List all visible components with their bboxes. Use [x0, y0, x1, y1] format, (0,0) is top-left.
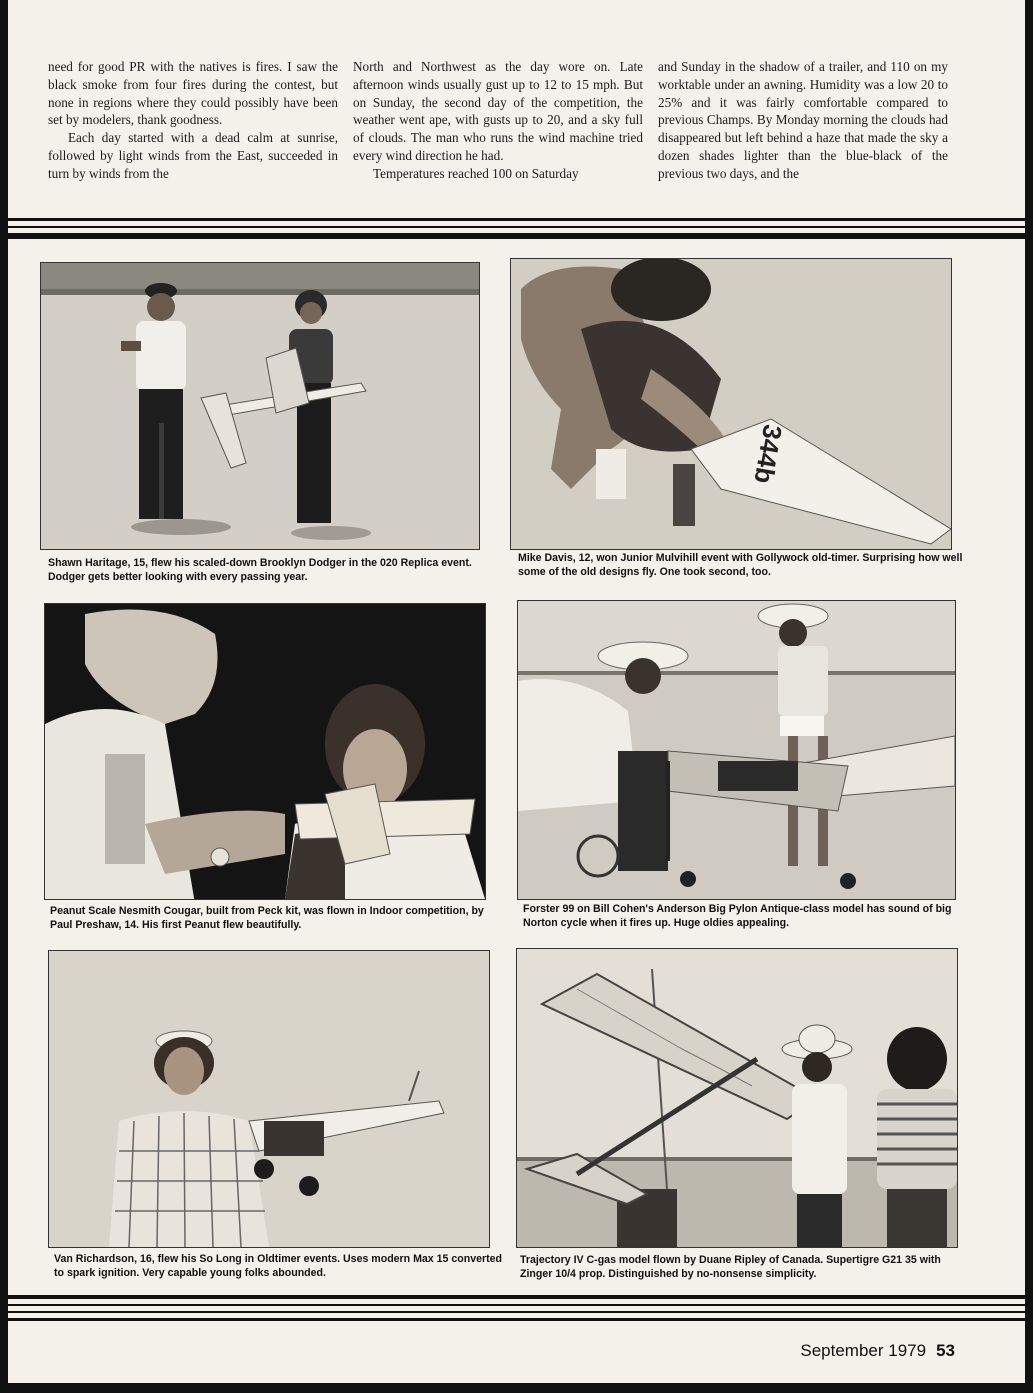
paragraph: Each day started with a dead calm at sunrise, followed by light winds from the East, succeeded in turn by winds from the: [48, 130, 338, 181]
page-footer: [800, 1341, 955, 1361]
photo-van-richardson: [48, 950, 490, 1248]
magazine-page: [8, 0, 1025, 1383]
caption: Van Richardson, 16, flew his So Long in Oldtimer events. Uses modern Max 15 converted to spark ignition. Very capable young folks abounded.: [54, 1253, 503, 1279]
plane-registration: 344b: [748, 422, 789, 486]
caption: Forster 99 on Bill Cohen's Anderson Big Pylon Antique-class model has sound of big Norton cycle when it fires up. Huge oldies appealing.: [523, 903, 952, 929]
article-text: [48, 58, 953, 208]
text-column-1: [48, 58, 338, 183]
paragraph: North and Northwest as the day wore on. Late afternoon winds usually gust up to 12 to 15 mph. But on Sunday, the second day of the competition, the weather went ape, with gusts up to 20, and a sky full of clouds. The man who runs the wind machine tried every wind direction he had.: [353, 59, 643, 163]
page-number: 53: [936, 1341, 955, 1360]
caption: Mike Davis, 12, won Junior Mulvihill event with Gollywock old-timer. Surprising how well some of the old designs fly. One took second, too.: [518, 552, 963, 578]
photo-paul-preshaw: [44, 603, 486, 900]
divider-rule: [8, 226, 1025, 228]
text-column-3: [658, 58, 948, 183]
divider-rule: [8, 1318, 1025, 1321]
divider-rule: [8, 1304, 1025, 1306]
photo-duane-ripley: [516, 948, 958, 1248]
photo-mike-davis: [510, 258, 952, 550]
caption: Shawn Haritage, 15, flew his scaled-down Brooklyn Dodger in the 020 Replica event. Dodger gets better looking with every passing year.: [48, 557, 472, 583]
caption: Trajectory IV C-gas model flown by Duane Ripley of Canada. Supertigre G21 35 with Zinger 10/4 prop. Distinguished by no-nonsense simplicity.: [520, 1254, 941, 1280]
photo-bill-cohen: [517, 600, 956, 900]
text-column-2: [353, 58, 643, 183]
caption: Peanut Scale Nesmith Cougar, built from Peck kit, was flown in Indoor competition, by Paul Preshaw, 14. His first Peanut flew beautifully.: [50, 905, 484, 931]
divider-rule: [8, 1311, 1025, 1313]
paragraph: and Sunday in the shadow of a trailer, and 110 on my worktable under an awning. Humidity was a low 20 to 25% and it was fairly comfortable compared to previous Champs. By Monday morning the clouds had disappeared but left behind a haze that made the sky a dozen shades lighter than the blue-black of the previous two days, and the: [658, 59, 948, 181]
issue-date: September 1979: [800, 1341, 927, 1360]
divider-rule: [8, 233, 1025, 239]
paragraph: Temperatures reached 100 on Saturday: [373, 165, 579, 181]
divider-rule: [8, 218, 1025, 221]
photo-shawn-haritage: [40, 262, 480, 550]
paragraph: need for good PR with the natives is fires. I saw the black smoke from four fires during the contest, but none in regions where they could possibly have been set by modelers, thank goodness.: [48, 59, 338, 128]
divider-rule: [8, 1295, 1025, 1299]
